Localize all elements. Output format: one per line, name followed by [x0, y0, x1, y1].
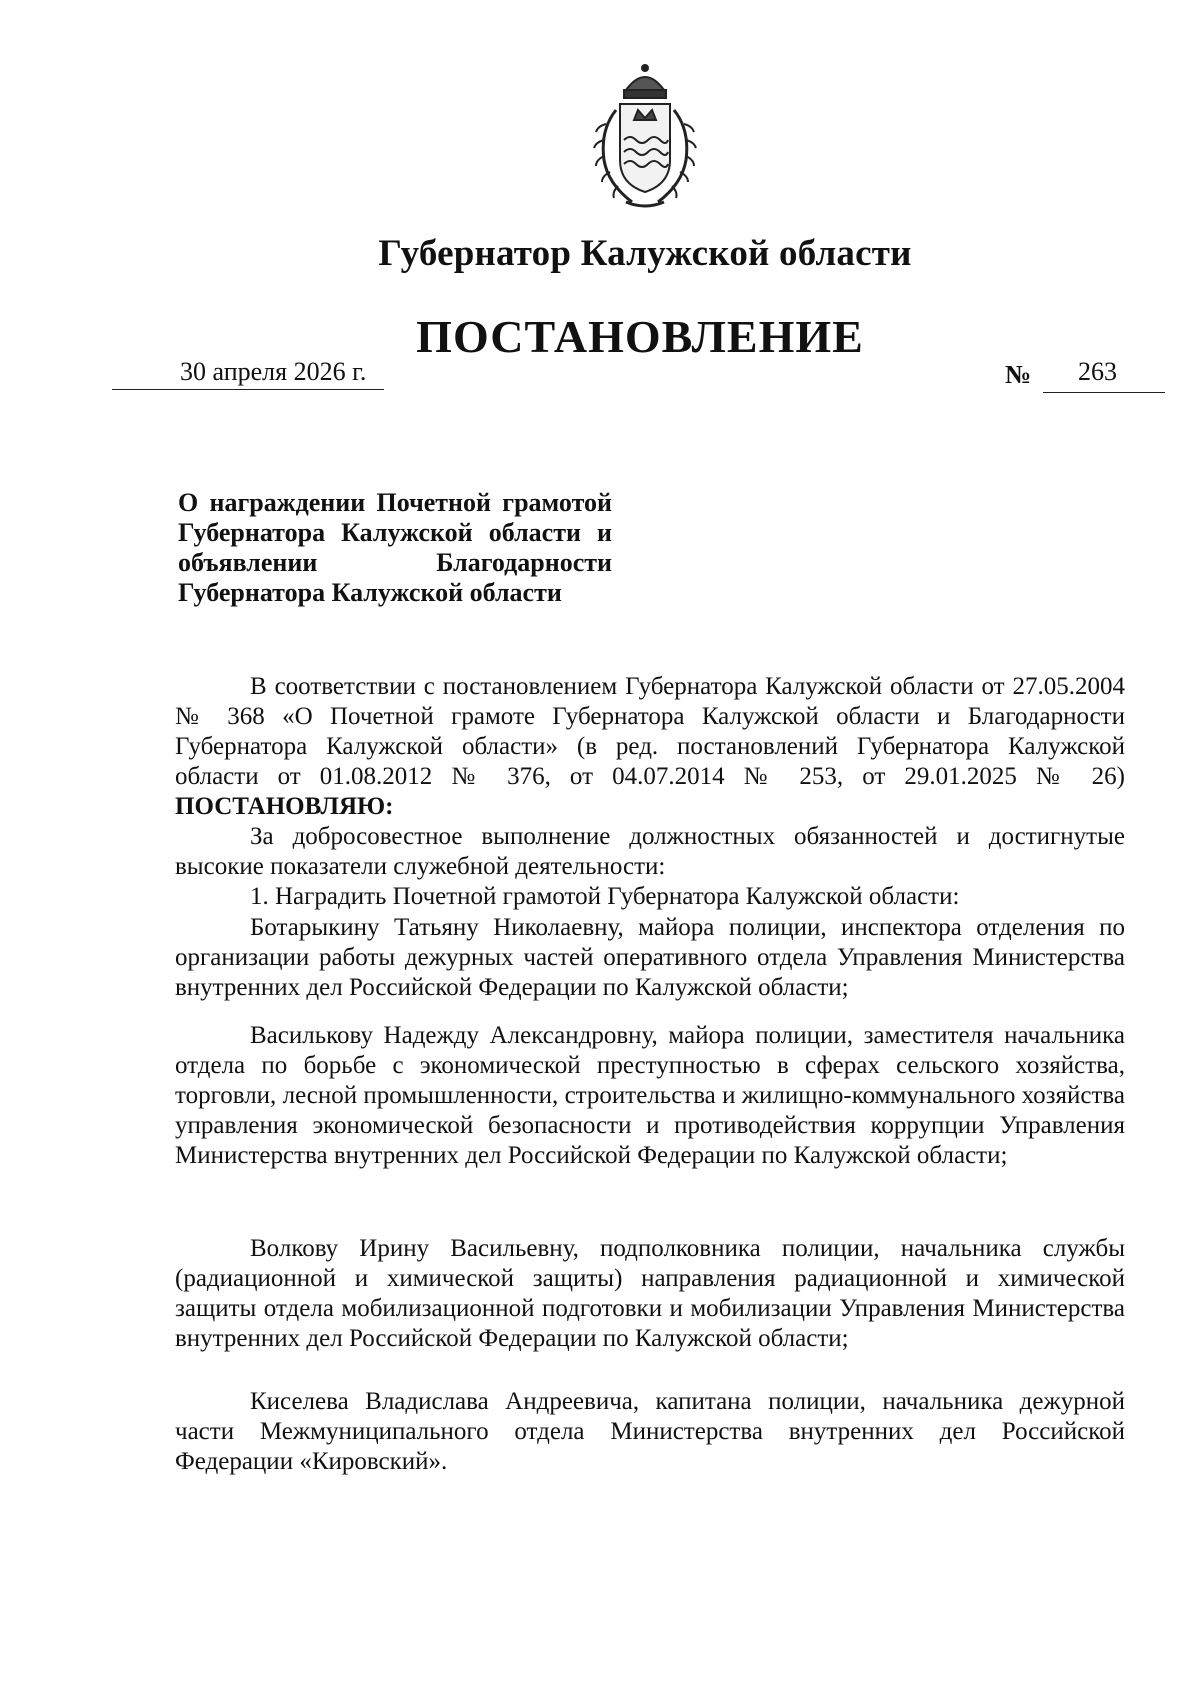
document-type: ПОСТАНОВЛЕНИЕ	[416, 311, 864, 362]
reason-paragraph: За добросовестное выполнение должностных обязанностей и достигнутые высокие показатели служебной деятельности:	[175, 823, 1125, 880]
kaluga-coat-of-arms-icon	[586, 60, 704, 210]
document-date: 30 апреля 2026 г.	[180, 357, 367, 386]
preamble-paragraph	[175, 672, 1125, 822]
awardee-paragraph: Василькову Надежду Александровну, майора полиции, заместителя начальника отдела по борьбе с экономической преступностью в сферах сельского хозяйства, торговли, лесной промышленности, строительства и жилищно-коммунального хозяйства управления экономической безопасности и противодействия коррупции Управления Министерства внутренних дел Российской Федерации по Калужской области;	[175, 1022, 1125, 1169]
number-underline	[1043, 392, 1165, 393]
awardee-block-1	[175, 913, 1125, 1003]
awardee-block-4	[175, 1387, 1125, 1477]
award-item-heading: 1. Наградить Почетной грамотой Губернатора Калужской области:	[250, 883, 960, 910]
awardee-block-3	[175, 1234, 1125, 1354]
decree-word: ПОСТАНОВЛЯЮ:	[175, 793, 394, 820]
preamble-block	[175, 672, 1125, 912]
awardee-paragraph: Киселева Владислава Андреевича, капитана полиции, начальника дежурной части Межмуниципального отдела Министерства внутренних дел Российской Федерации «Кировский».	[175, 1388, 1125, 1475]
document-number: 263	[1078, 357, 1117, 386]
awardee-paragraph: Волкову Ирину Васильевну, подполковника полиции, начальника службы (радиационной и химической защиты) направления радиационной и химической защиты отдела мобилизационной подготовки и мобилизации Управления Министерства внутренних дел Российской Федерации по Калужской области;	[175, 1235, 1125, 1352]
preamble-text: В соответствии с постановлением Губернатора Калужской области от 27.05.2004 № 368 «О Почетной грамоте Губернатора Калужской области и Благодарности Губернатора Калужской области» (в ред. постановлений Губернатора Калужской области от 01.08.2012 № 376, от 04.07.2014 № 253, от 29.01.2025 № 26)	[175, 673, 1125, 790]
number-sign: №	[1005, 360, 1032, 389]
date-underline	[112, 389, 384, 390]
awardee-paragraph: Ботарыкину Татьяну Николаевну, майора полиции, инспектора отделения по организации работы дежурных частей оперативного отдела Управления Министерства внутренних дел Российской Федерации по Калужской области;	[175, 914, 1125, 1001]
awardee-block-2	[175, 1021, 1125, 1171]
document-subject: О награждении Почетной грамотой Губернатора Калужской области и объявлении Благодарности Губернатора Калужской области	[178, 488, 612, 607]
issuer-title: Губернатор Калужской области	[378, 233, 912, 274]
